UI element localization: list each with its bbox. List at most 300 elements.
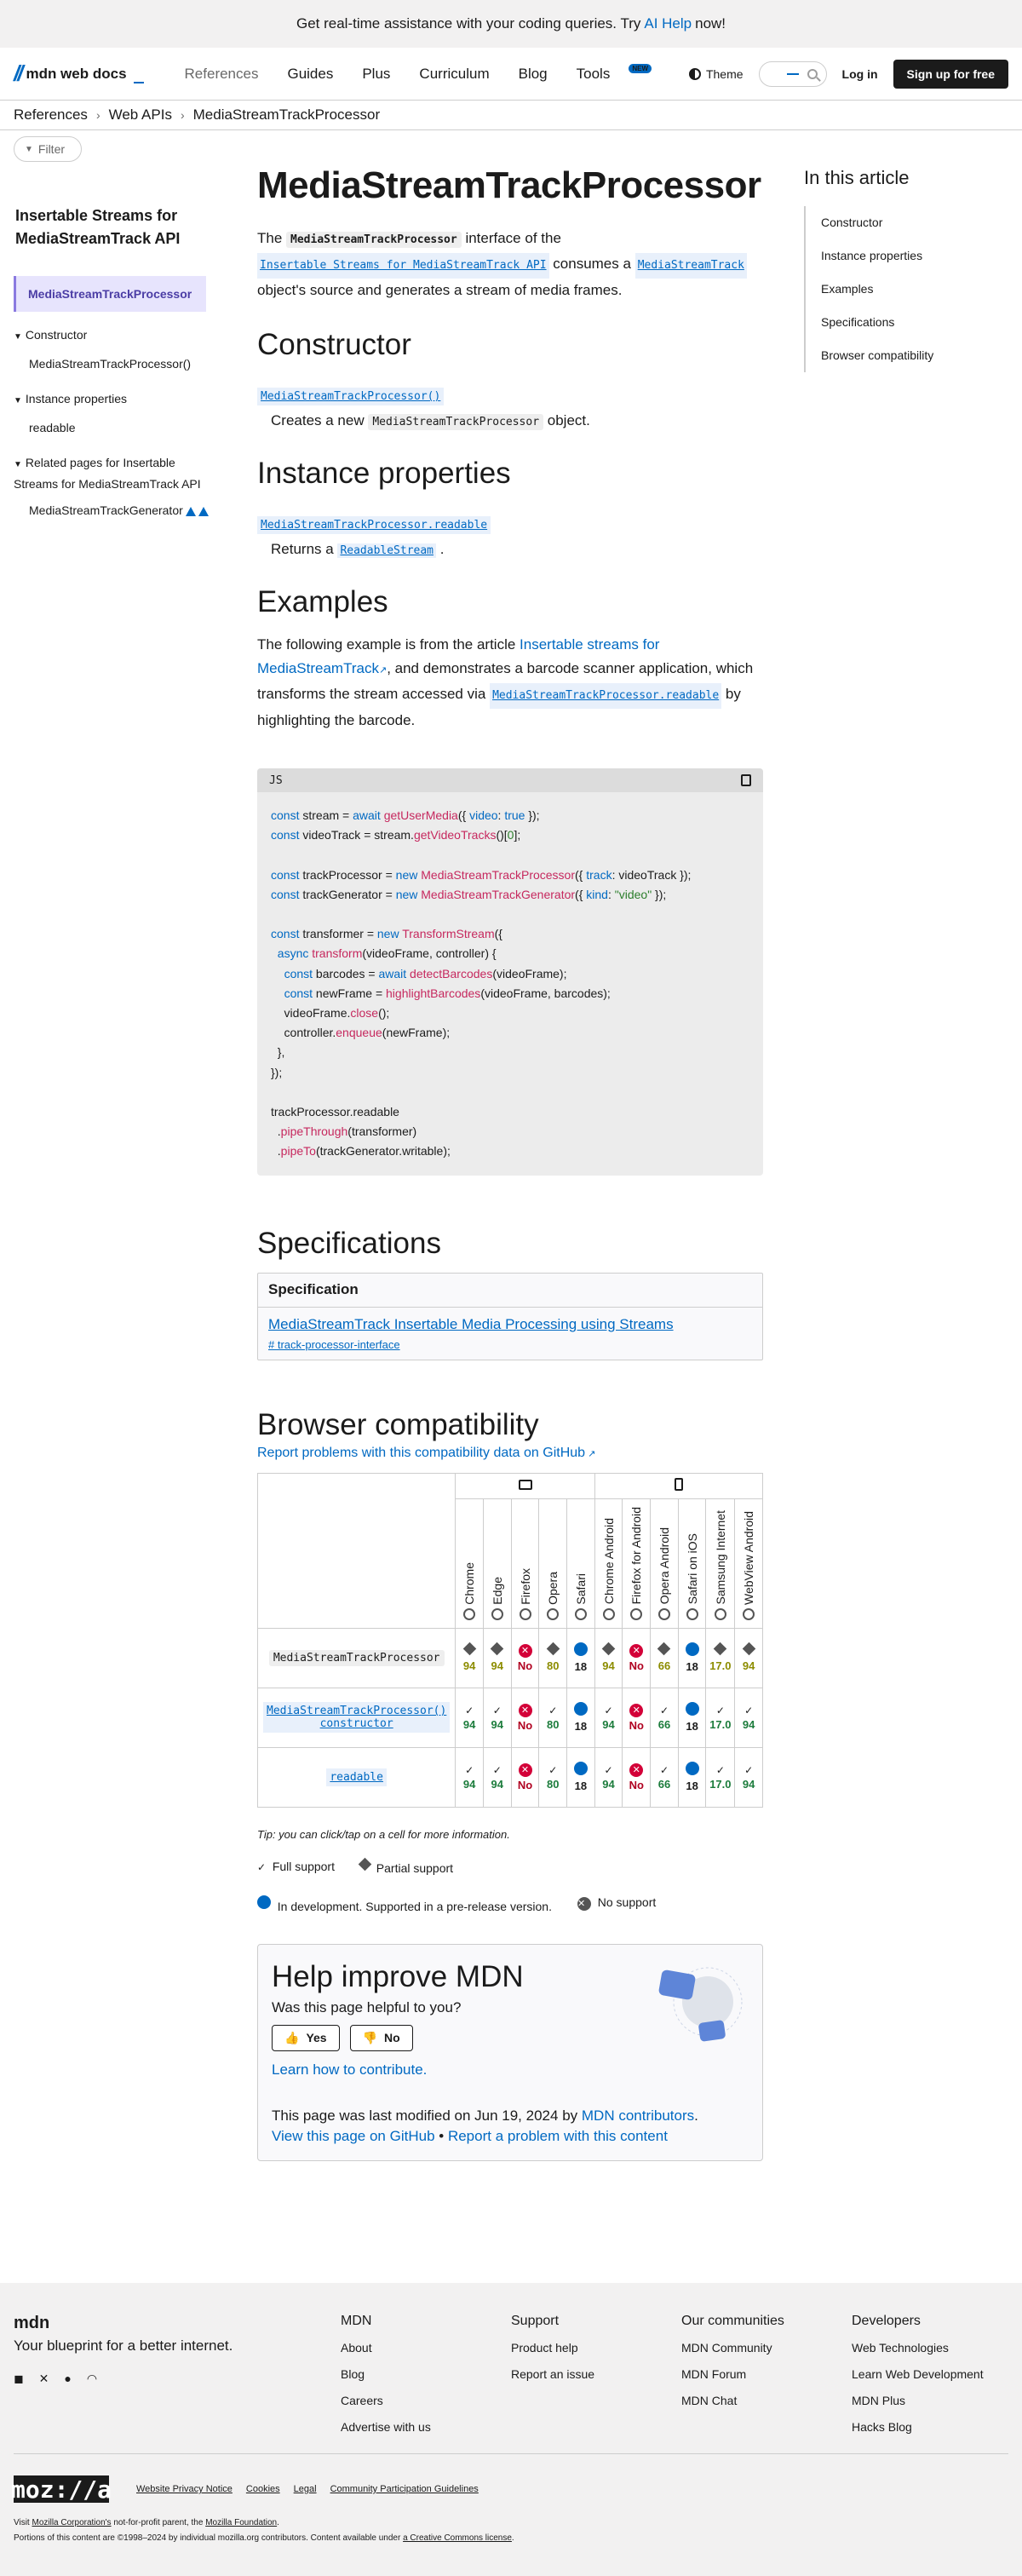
support-version: 17.0 <box>709 1778 732 1791</box>
legend-partial <box>360 1860 453 1875</box>
privacy-link[interactable]: Website Privacy Notice <box>136 2484 233 2494</box>
support-cell[interactable] <box>567 1628 595 1688</box>
legal-links <box>136 2484 479 2494</box>
in-development-icon <box>679 1702 706 1720</box>
footer-link[interactable]: Blog <box>341 2367 365 2381</box>
external-link-icon: ↗ <box>378 665 388 676</box>
browser-name: WebView Android <box>742 1510 756 1605</box>
legend-label: In development. Supported in a pre-release version. <box>277 1899 552 1913</box>
intro-paragraph <box>257 227 763 302</box>
footer-link[interactable]: Careers <box>341 2394 383 2407</box>
breadcrumb <box>14 101 380 129</box>
support-version: 80 <box>547 1659 560 1672</box>
divider <box>0 129 1022 130</box>
support-version: No <box>517 1779 533 1792</box>
support-version: 94 <box>462 1778 476 1791</box>
footer-link[interactable]: MDN Forum <box>681 2367 747 2381</box>
code-block: const stream = await getUserMedia({ video: true }); const videoTrack = stream.getVideoTracks()[0]; const trackProcessor = new MediaStreamTrackProcessor({ track: videoTrack }); const trackGenerator = new MediaStreamTrackGenerator({ kind: "video" }); const transformer = new TransformStream({ async transform(videoFrame, controller) { const barcodes = await detectBarcodes(videoFrame); const newFrame = highlightBarcodes(videoFrame, barcodes); videoFrame.close(); controller.enqueue(newFrame); }, }); trackProcessor.readable .pipeThrough(transformer) .pipeTo(trackGenerator.writable); <box>271 808 692 1159</box>
feature-link[interactable]: readable <box>326 1768 387 1786</box>
nav-actions <box>689 60 1008 89</box>
x-twitter-icon[interactable]: ✕ <box>38 2372 49 2385</box>
check-icon: ✓ <box>715 1764 725 1777</box>
search-icon <box>807 69 818 79</box>
check-icon: ✓ <box>744 1705 754 1717</box>
check-icon: ✓ <box>604 1705 613 1717</box>
support-cell[interactable] <box>511 1747 539 1807</box>
spec-table-header: Specification <box>258 1274 762 1308</box>
thumbs-down-icon: 👎 <box>362 2030 378 2044</box>
support-version: 80 <box>547 1718 560 1732</box>
legend <box>257 1860 763 1875</box>
browser-logo-icon <box>715 1608 726 1620</box>
support-cell[interactable] <box>456 1688 484 1747</box>
readablestream-link[interactable]: ReadableStream <box>337 543 436 558</box>
support-cell[interactable] <box>539 1688 567 1747</box>
support-cell[interactable] <box>567 1688 595 1747</box>
inline-code: MediaStreamTrackProcessor <box>368 414 543 430</box>
support-version: 17.0 <box>709 1659 732 1672</box>
browser-header-safari <box>567 1498 595 1628</box>
contributors-link[interactable]: MDN contributors <box>581 2107 695 2124</box>
legend-label: Full support <box>272 1859 335 1873</box>
sidebar-group-label: Constructor <box>25 328 88 342</box>
support-cell[interactable] <box>456 1628 484 1688</box>
browser-header-safari-on-ios <box>678 1498 706 1628</box>
last-modified: This page was last modified on Jun 19, 2024 by MDN contributors. <box>272 2107 698 2124</box>
specifications-heading: Specifications <box>257 1226 441 1260</box>
top-navigation <box>0 48 1022 101</box>
code-header <box>257 768 763 792</box>
compat-row <box>258 1688 763 1747</box>
support-version: 66 <box>657 1718 671 1732</box>
check-icon: ✓ <box>492 1764 502 1777</box>
no-support-icon: ✕ <box>512 1703 539 1719</box>
in-development-icon <box>679 1762 706 1780</box>
legend-2 <box>257 1895 763 1913</box>
constructor-link[interactable]: MediaStreamTrackProcessor() <box>257 388 444 405</box>
readable-link[interactable]: MediaStreamTrackProcessor.readable <box>490 683 721 709</box>
menu-blog[interactable]: Blog <box>518 65 548 82</box>
text: Visit <box>14 2518 30 2527</box>
thumbs-up-icon: 👍 <box>284 2030 300 2044</box>
license-link[interactable]: a Creative Commons license <box>403 2533 512 2543</box>
browser-header-firefox <box>511 1498 539 1628</box>
sidebar-item-generator[interactable] <box>0 503 213 517</box>
text: Creates a new <box>271 412 365 428</box>
menu-tools[interactable] <box>576 64 648 83</box>
mdn-logo[interactable] <box>14 60 144 87</box>
support-version: 18 <box>686 1780 698 1793</box>
feature-name-cell <box>258 1747 456 1807</box>
compat-table <box>257 1473 763 1808</box>
footer-link[interactable]: About <box>341 2341 372 2355</box>
support-cell[interactable] <box>651 1628 679 1688</box>
check-icon: ✓ <box>548 1764 558 1777</box>
help-title: Help improve MDN <box>272 1959 524 1993</box>
help-improve-box <box>257 1944 763 2161</box>
browser-header-firefox-for-android <box>623 1498 651 1628</box>
sidebar-item-readable[interactable]: readable <box>29 421 76 434</box>
mobile-group <box>594 1473 762 1498</box>
support-cell[interactable] <box>456 1747 484 1807</box>
browser-logo-icon <box>658 1608 670 1620</box>
toc-title: In this article <box>804 167 910 188</box>
support-cell[interactable] <box>594 1628 623 1688</box>
footer-link[interactable]: MDN Community <box>681 2341 772 2355</box>
partial-icon <box>651 1644 678 1659</box>
footer-logo[interactable]: mdn <box>14 2314 50 2332</box>
spec-link[interactable]: MediaStreamTrack Insertable Media Processing using Streams <box>268 1315 674 1332</box>
browser-name: Chrome Android <box>601 1518 616 1605</box>
support-cell[interactable] <box>483 1747 511 1807</box>
footer-divider <box>14 2453 1008 2454</box>
support-cell[interactable] <box>539 1747 567 1807</box>
sidebar-group-instance-properties[interactable] <box>0 389 213 411</box>
support-version: 18 <box>574 1660 588 1674</box>
support-cell[interactable] <box>706 1688 735 1747</box>
examples-heading: Examples <box>257 585 388 618</box>
support-cell[interactable] <box>651 1688 679 1747</box>
text: object. <box>547 412 590 428</box>
support-version: 94 <box>602 1778 615 1791</box>
promo-banner <box>0 0 1022 48</box>
support-cell[interactable] <box>567 1747 595 1807</box>
banner-text: Get real-time assistance with your coding queries. Try <box>296 15 641 32</box>
support-cell[interactable] <box>483 1628 511 1688</box>
support-cell[interactable] <box>651 1747 679 1807</box>
toc-item-examples[interactable]: Examples <box>821 282 874 296</box>
browser-logo-icon <box>743 1608 755 1620</box>
support-cell[interactable] <box>735 1747 763 1807</box>
modified-date: Jun 19, 2024 <box>474 2107 559 2124</box>
footer-link[interactable]: Product help <box>511 2341 578 2355</box>
search-button[interactable] <box>759 61 827 87</box>
browser-name: Opera <box>546 1571 560 1605</box>
support-version: 94 <box>742 1778 755 1791</box>
toc-item-specifications[interactable]: Specifications <box>821 315 895 329</box>
support-version: 94 <box>491 1778 504 1791</box>
check-icon: ✓ <box>492 1705 502 1717</box>
browser-header-opera <box>539 1498 567 1628</box>
check-icon: ✓ <box>659 1705 669 1717</box>
compat-row <box>258 1628 763 1688</box>
browser-logo-icon <box>630 1608 642 1620</box>
article-link[interactable]: Insertable streams for MediaStreamTrack <box>257 636 660 676</box>
report-problem-link[interactable]: Report a problem with this content <box>447 2127 668 2144</box>
triangle-down-icon: ▼ <box>14 396 22 405</box>
text: Returns a <box>271 541 334 557</box>
check-icon: ✓ <box>715 1705 725 1717</box>
partial-icon <box>539 1644 566 1659</box>
mediastreamtrack-link[interactable]: MediaStreamTrack <box>635 253 747 279</box>
compat-tip: Tip: you can click/tap on a cell for more information. <box>257 1827 510 1841</box>
feature-link[interactable]: MediaStreamTrackProcessor() constructor <box>263 1702 450 1733</box>
banner-tail: now! <box>695 15 726 32</box>
browser-compat-heading: Browser compatibility <box>257 1407 539 1441</box>
in-development-icon <box>567 1762 594 1780</box>
browser-header-opera-android <box>651 1498 679 1628</box>
browser-logo-icon <box>463 1608 475 1620</box>
browser-logo-icon <box>575 1608 587 1620</box>
support-cell[interactable] <box>511 1688 539 1747</box>
in-development-icon <box>679 1642 706 1660</box>
browser-name: Chrome <box>462 1561 477 1605</box>
code-example <box>257 768 763 1176</box>
support-version: No <box>517 1659 533 1673</box>
chevron-right-icon: › <box>180 108 185 122</box>
ai-help-link[interactable]: AI Help <box>644 15 692 32</box>
browser-name: Firefox for Android <box>629 1507 644 1605</box>
partial-icon <box>735 1644 762 1659</box>
support-cell[interactable] <box>483 1688 511 1747</box>
filter-icon: ▼ <box>25 144 33 154</box>
toc-item-browser-compat[interactable]: Browser compatibility <box>821 348 934 362</box>
toc-item-constructor[interactable]: Constructor <box>821 216 883 229</box>
sidebar-item-active[interactable]: MediaStreamTrackProcessor <box>14 276 206 312</box>
text: by <box>562 2107 578 2124</box>
desktop-icon <box>519 1480 532 1490</box>
button-label: No <box>384 2031 400 2045</box>
help-question: Was this page helpful to you? <box>272 1998 462 2015</box>
support-version: 94 <box>602 1659 615 1672</box>
check-icon: ✓ <box>604 1764 613 1777</box>
support-version: 94 <box>491 1718 504 1732</box>
sidebar-group-label: Related pages for Insertable Streams for MediaStreamTrack API <box>14 456 201 491</box>
text: consumes a <box>553 256 631 272</box>
support-cell[interactable] <box>594 1688 623 1747</box>
no-button[interactable] <box>350 2025 413 2051</box>
text: The <box>257 230 283 246</box>
browser-name: Edge <box>490 1576 504 1605</box>
support-cell[interactable] <box>623 1688 651 1747</box>
support-cell[interactable] <box>735 1688 763 1747</box>
support-cell[interactable] <box>539 1628 567 1688</box>
support-version: 66 <box>657 1659 671 1672</box>
page-title: MediaStreamTrackProcessor <box>257 164 761 206</box>
feature-name: MediaStreamTrackProcessor <box>269 1650 445 1666</box>
instance-properties-heading: Instance properties <box>257 457 511 490</box>
support-version: No <box>629 1659 644 1673</box>
footer-col-heading: Our communities <box>681 2314 784 2328</box>
no-support-icon: ✕ <box>512 1643 539 1659</box>
non-standard-icon <box>198 507 209 516</box>
external-link-icon: ↗ <box>585 1448 596 1459</box>
menu-plus[interactable]: Plus <box>362 65 391 82</box>
text: by highlighting the barcode. <box>257 686 741 728</box>
logo-cursor <box>134 82 144 83</box>
signup-button[interactable]: Sign up for free <box>893 60 1008 89</box>
mastodon-icon[interactable]: ◼ <box>14 2372 24 2385</box>
main-content <box>257 162 763 2161</box>
copy-icon[interactable] <box>741 774 751 786</box>
theme-switcher[interactable] <box>689 67 744 81</box>
support-version: 18 <box>574 1720 588 1734</box>
check-icon: ✓ <box>548 1705 558 1717</box>
partial-icon <box>359 1857 372 1871</box>
support-version: No <box>517 1719 533 1733</box>
partial-icon <box>456 1644 483 1659</box>
menu-curriculum[interactable]: Curriculum <box>419 65 490 82</box>
visit-text <box>14 2518 279 2527</box>
mozilla-corp-link[interactable]: Mozilla Corporation's <box>32 2518 112 2527</box>
feedback-illustration-icon <box>648 1955 750 2049</box>
experimental-icon <box>186 507 196 516</box>
table-of-contents <box>804 167 1000 372</box>
in-development-icon <box>257 1895 271 1909</box>
text: The following example is from the article <box>257 636 516 653</box>
api-link[interactable]: Insertable Streams for MediaStreamTrack API <box>257 253 549 279</box>
support-version: 94 <box>462 1659 476 1672</box>
social-links <box>14 2372 97 2386</box>
feature-name-cell <box>258 1628 456 1688</box>
examples-paragraph <box>257 633 763 733</box>
browser-name: Safari <box>573 1573 588 1605</box>
support-version: 94 <box>742 1659 755 1672</box>
support-cell[interactable] <box>623 1628 651 1688</box>
sidebar-group-label: Instance properties <box>25 392 127 405</box>
menu-tools-label: Tools <box>576 65 611 82</box>
legal-link[interactable]: Legal <box>293 2484 317 2494</box>
main-menu <box>184 64 648 83</box>
sidebar-item-label: MediaStreamTrackGenerator <box>29 503 183 517</box>
support-cell[interactable] <box>735 1628 763 1688</box>
footer-link[interactable]: Hacks Blog <box>852 2420 912 2434</box>
legend-full <box>257 1860 335 1875</box>
crumb-references[interactable]: References <box>14 106 88 123</box>
footer <box>0 2283 1022 2576</box>
text: Portions of this content are ©1998–2024 by individual mozilla.org contributors. Content available under <box>14 2533 401 2543</box>
footer-link[interactable]: Report an issue <box>511 2367 595 2381</box>
support-cell[interactable] <box>678 1688 706 1747</box>
triangle-down-icon: ▼ <box>14 460 22 469</box>
support-version: No <box>629 1779 644 1792</box>
readable-desc <box>271 541 763 558</box>
sidebar-item-constructor[interactable]: MediaStreamTrackProcessor() <box>29 357 192 371</box>
sidebar-title[interactable]: Insertable Streams for MediaStreamTrack API <box>15 207 181 247</box>
footer-link[interactable]: MDN Chat <box>681 2394 738 2407</box>
no-support-icon: ✕ <box>512 1762 539 1779</box>
browser-name: Safari on iOS <box>685 1533 699 1605</box>
partial-icon <box>595 1644 623 1659</box>
report-compat-link[interactable]: Report problems with this compatibility data on GitHub <box>257 1445 586 1460</box>
text: , and demonstrates a barcode scanner application, which transforms the stream accessed via <box>257 660 754 702</box>
browser-logo-icon <box>520 1608 531 1620</box>
support-version: 94 <box>742 1718 755 1732</box>
in-development-icon <box>567 1702 594 1720</box>
in-development-icon <box>567 1642 594 1660</box>
partial-icon <box>484 1644 511 1659</box>
search-caret <box>787 73 799 75</box>
footer-col-support <box>511 2314 594 2394</box>
text: This page was last modified on <box>272 2107 471 2124</box>
browser-logo-icon <box>686 1608 698 1620</box>
support-cell[interactable] <box>678 1747 706 1807</box>
footer-link[interactable]: Advertise with us <box>341 2420 431 2434</box>
legend-label: No support <box>597 1895 657 1910</box>
contribute-link[interactable]: Learn how to contribute. <box>272 2061 428 2078</box>
check-icon: ✓ <box>465 1705 474 1717</box>
browser-name: Firefox <box>518 1567 532 1605</box>
footer-link[interactable]: MDN Plus <box>852 2394 906 2407</box>
mozilla-logo[interactable]: moz://a <box>11 2475 112 2504</box>
support-version: 17.0 <box>709 1718 732 1732</box>
support-version: 18 <box>574 1780 588 1793</box>
code-language: JS <box>269 773 283 787</box>
login-link[interactable]: Log in <box>841 66 878 81</box>
menu-guides[interactable]: Guides <box>287 65 334 82</box>
partial-icon <box>706 1644 734 1659</box>
theme-icon <box>689 68 701 80</box>
footer-col-developers <box>852 2314 984 2447</box>
text: . <box>439 541 445 557</box>
legend-label: Partial support <box>376 1860 454 1875</box>
toc-item-instance-properties[interactable]: Instance properties <box>821 249 923 262</box>
no-support-icon: ✕ <box>623 1762 650 1779</box>
support-version: 94 <box>602 1718 615 1732</box>
support-version: 66 <box>657 1778 671 1791</box>
constructor-desc <box>271 412 763 429</box>
support-version: 18 <box>686 1660 698 1674</box>
sidebar-group-related[interactable] <box>0 453 204 493</box>
check-icon: ✓ <box>659 1764 669 1777</box>
readable-property-link[interactable]: MediaStreamTrackProcessor.readable <box>257 516 491 534</box>
github-link[interactable]: View this page on GitHub <box>272 2127 435 2144</box>
support-cell[interactable] <box>511 1628 539 1688</box>
logo-text: mdn web docs <box>26 65 127 82</box>
theme-label: Theme <box>705 66 744 81</box>
github-icon[interactable]: ● <box>64 2372 72 2385</box>
menu-references[interactable]: References <box>184 65 259 82</box>
support-version: 94 <box>491 1659 504 1672</box>
support-cell[interactable] <box>706 1628 735 1688</box>
legend-no <box>577 1895 656 1912</box>
sidebar-filter-input[interactable] <box>14 136 82 162</box>
support-cell[interactable] <box>678 1628 706 1688</box>
footer-col-mdn <box>341 2314 431 2447</box>
text: not-for-profit parent, the <box>113 2518 204 2527</box>
guidelines-link[interactable]: Community Participation Guidelines <box>330 2484 479 2494</box>
browser-header-chrome <box>456 1498 484 1628</box>
support-cell[interactable] <box>706 1747 735 1807</box>
support-version: No <box>629 1719 644 1733</box>
text: interface of the <box>465 230 561 246</box>
new-badge: NEW <box>629 64 652 73</box>
support-cell[interactable] <box>594 1747 623 1807</box>
footer-link[interactable]: Web Technologies <box>852 2341 949 2355</box>
cookies-link[interactable]: Cookies <box>245 2484 280 2494</box>
footer-link[interactable]: Learn Web Development <box>852 2367 984 2381</box>
button-label: Yes <box>306 2031 327 2045</box>
crumb-current[interactable]: MediaStreamTrackProcessor <box>192 106 381 123</box>
yes-button[interactable] <box>272 2025 340 2051</box>
empty-header-cell <box>258 1473 456 1628</box>
filter-label: Filter <box>37 142 66 156</box>
support-version: 94 <box>462 1718 476 1732</box>
mozilla-foundation-link[interactable]: Mozilla Foundation <box>205 2518 278 2527</box>
spec-anchor-link[interactable]: # track-processor-interface <box>268 1337 400 1351</box>
browser-logo-icon <box>547 1608 559 1620</box>
check-icon: ✓ <box>257 1860 267 1873</box>
support-cell[interactable] <box>623 1747 651 1807</box>
compat-row <box>258 1747 763 1807</box>
no-support-icon: ✕ <box>623 1643 650 1659</box>
browser-header-edge <box>483 1498 511 1628</box>
sidebar-group-constructor[interactable] <box>0 325 213 347</box>
crumb-web-apis[interactable]: Web APIs <box>108 106 172 123</box>
triangle-down-icon: ▼ <box>14 332 22 342</box>
spec-table <box>257 1273 763 1360</box>
rss-icon[interactable]: ◠ <box>86 2372 98 2385</box>
